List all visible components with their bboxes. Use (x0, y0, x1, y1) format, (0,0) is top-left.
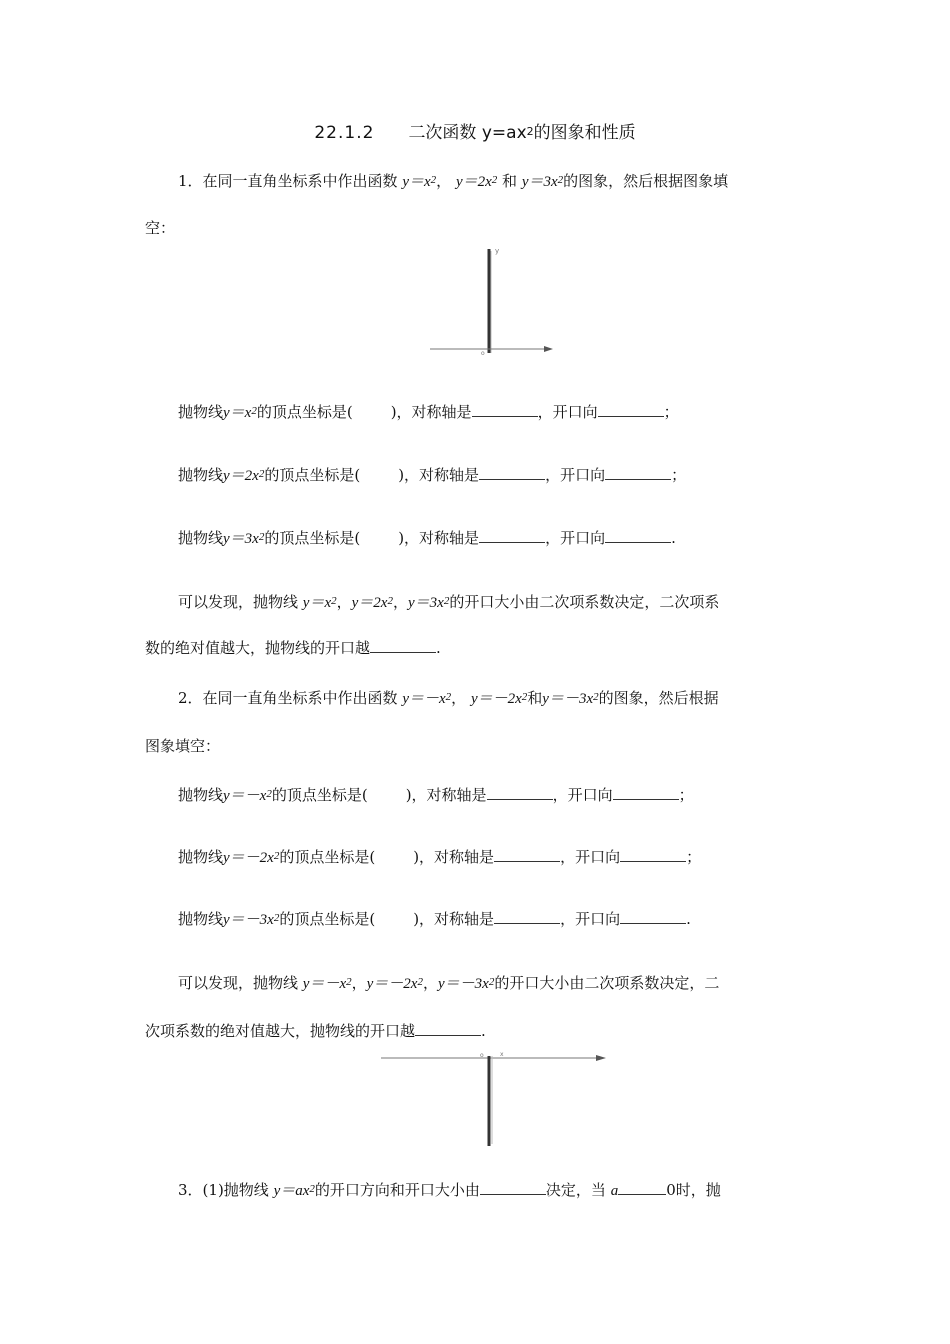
blank-conclusion[interactable] (370, 638, 436, 653)
blank-opening[interactable] (613, 785, 679, 800)
blank-axis[interactable] (479, 528, 545, 543)
q2-intro: 2．在同一直角坐标系中作出函数 $y=-x^2$， $y=-2x^2$和$y=-3x^2$的图象，然后根据 (178, 689, 719, 707)
q1-row-2: 抛物线$y=2x^2$的顶点坐标是( )，对称轴是 ，开口向 ； (178, 466, 687, 484)
q1-intro-prefix: 1．在同一直角坐标系中作出函数 (178, 172, 398, 190)
svg-text:y: y (495, 247, 500, 255)
q2-intro-cont: 图象填空： (145, 737, 221, 755)
q2-row-2: 抛物线$y=-2x^2$的顶点坐标是( )，对称轴是 ，开口向 ； (178, 848, 702, 866)
title-text-suffix: 的图象和性质 (533, 123, 636, 143)
blank-conclusion[interactable] (415, 1021, 481, 1036)
svg-text:x: x (500, 1051, 504, 1058)
q2-conclusion-cont: 次项系数的绝对值越大，抛物线的开口越 . (145, 1022, 486, 1040)
title-text-prefix: 二次函数 y=ax (408, 123, 527, 143)
q1-row-3: 抛物线$y=3x^2$的顶点坐标是( )，对称轴是 ，开口向 . (178, 529, 676, 547)
blank-opening[interactable] (620, 847, 686, 862)
graph-downward-axes (378, 1048, 610, 1150)
q1-intro: 1．在同一直角坐标系中作出函数 $y=x^2$， $y=2x^2$ 和 $y=3x^2$的图象，然后根据图象填 (178, 172, 729, 190)
svg-text:o: o (481, 350, 485, 357)
blank-opening[interactable] (605, 465, 671, 480)
graph-upward-axes (425, 245, 560, 360)
q2-conclusion: 可以发现，抛物线 $y=-x^2$，$y=-2x^2$，$y=-3x^2$的开口大小由二次项系数决定，二 (178, 974, 720, 992)
q1-func-2: $y=2x^2$ (455, 174, 498, 190)
blank-axis[interactable] (494, 909, 560, 924)
q2-row-3: 抛物线$y=-3x^2$的顶点坐标是( )，对称轴是 ，开口向 . (178, 910, 691, 928)
q1-intro-cont: 空： (145, 219, 176, 237)
q1-and: 和 (502, 172, 518, 190)
blank-axis[interactable] (472, 402, 538, 417)
q1-conclusion: 可以发现，抛物线 $y=x^2$，$y=2x^2$，$y=3x^2$的开口大小由二次项系数决定，二次项系 (178, 593, 720, 611)
section-number: 22.1.2 (314, 123, 375, 143)
blank-opening[interactable] (598, 402, 664, 417)
blank-determinant[interactable] (480, 1180, 546, 1195)
blank-axis[interactable] (494, 847, 560, 862)
q1-row-1: 抛物线$y=x^2$的顶点坐标是( )，对称轴是 ，开口向 ； (178, 403, 679, 421)
page-title (0, 118, 950, 143)
blank-sign[interactable] (618, 1180, 666, 1195)
blank-opening[interactable] (605, 528, 671, 543)
blank-opening[interactable] (620, 909, 686, 924)
q1-conclusion-cont: 数的绝对值越大，抛物线的开口越 . (145, 639, 441, 657)
blank-axis[interactable] (487, 785, 553, 800)
q1-func-3: $y=3x^2$ (521, 174, 564, 190)
q3-line-1: 3．(1)抛物线 $y=ax^2$的开口方向和开口大小由 决定，当 a 0时，抛 (178, 1181, 721, 1199)
title-superscript: 2 (526, 125, 534, 138)
svg-text:o: o (480, 1052, 484, 1059)
q2-row-1: 抛物线$y=-x^2$的顶点坐标是( )，对称轴是 ，开口向 ； (178, 786, 694, 804)
blank-axis[interactable] (479, 465, 545, 480)
q1-intro-suffix: 的图象，然后根据图象填 (563, 172, 729, 190)
q1-func-1: $y=x^2$ (402, 174, 437, 190)
